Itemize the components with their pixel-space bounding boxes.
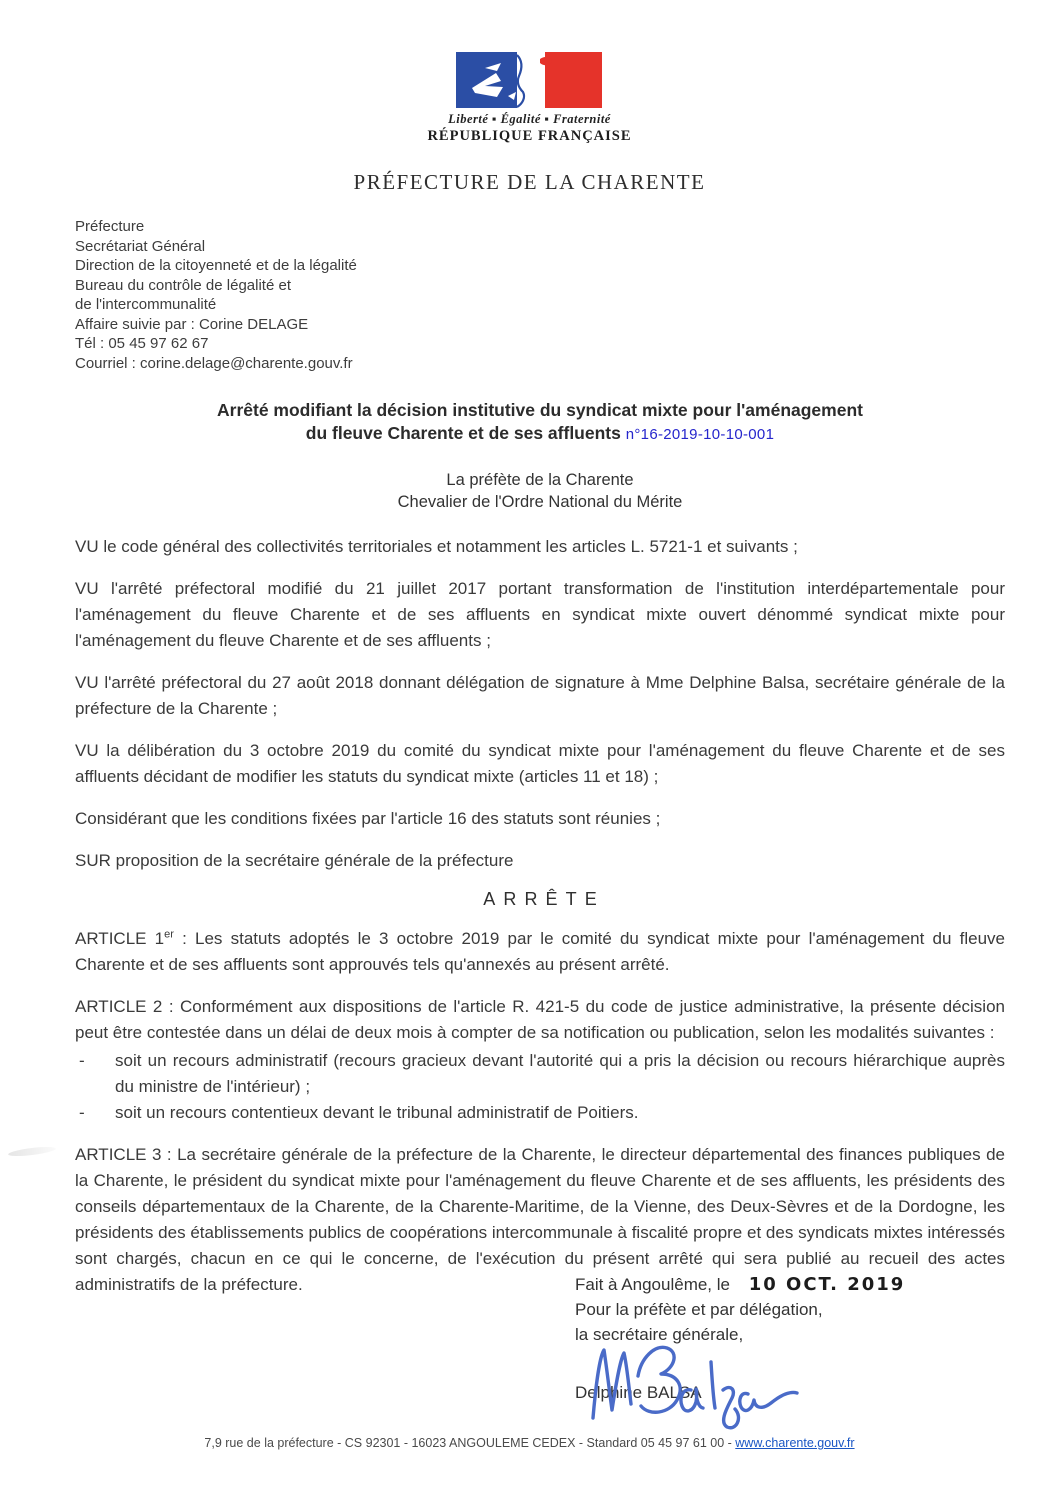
- marianne-flag-icon: [456, 52, 602, 108]
- sender-line: Affaire suivie par : Corine DELAGE: [75, 315, 309, 333]
- vu-paragraph: VU l'arrêté préfectoral du 27 août 2018 donnant délégation de signature à Mme Delphine Balsa, secrétaire générale de la préfecture de la Charente ;: [75, 673, 1005, 718]
- prefecture-title: PRÉFECTURE DE LA CHARENTE: [353, 170, 706, 194]
- article-1-superscript: er: [164, 928, 174, 941]
- vu-paragraph: VU le code général des collectivités territoriales et notamment les articles L. 5721-1 et suivants ;: [75, 537, 798, 556]
- republique-francaise-logo: [427, 52, 631, 145]
- footer-address: 7,9 rue de la préfecture - CS 92301 - 16023 ANGOULEME CEDEX - Standard 05 45 97 61 00 -: [204, 1436, 736, 1450]
- recours-list: [75, 1048, 1005, 1126]
- signatory-name: Delphine BALSA: [575, 1383, 702, 1402]
- arrete-heading: ARRÊTE: [483, 889, 605, 909]
- sender-line: Bureau du contrôle de légalité et: [75, 276, 291, 294]
- dash-bullet: -: [79, 1051, 85, 1070]
- document-title-line1: Arrêté modifiant la décision institutive du syndicat mixte pour l'aménagement: [217, 400, 863, 420]
- signature-block: [575, 1272, 1005, 1405]
- sender-line: Préfecture: [75, 218, 145, 235]
- sender-line: Secrétariat Général: [75, 237, 206, 255]
- vu-paragraph: VU l'arrêté préfectoral modifié du 21 juillet 2017 portant transformation de l'institution interdépartementale pour l'aménagement du fleuve Charente et de ses affluents en syndicat mixte ouvert dénommé syndicat mixte pour l'aménagement du fleuve Charente et de ses affluents ;: [75, 579, 1005, 650]
- document-title-line2: du fleuve Charente et de ses affluents n°16-2019-10-10-001: [305, 423, 775, 443]
- sender-block: [75, 217, 1059, 373]
- footer-website-link[interactable]: www.charente.gouv.fr: [735, 1436, 855, 1450]
- signature-place-date: Fait à Angoulême, le 10 OCT. 2019: [575, 1274, 906, 1295]
- republic-text: RÉPUBLIQUE FRANÇAISE: [427, 128, 632, 144]
- document-number: n°16-2019-10-10-001: [625, 426, 775, 443]
- vu-paragraph: VU la délibération du 3 octobre 2019 du comité du syndicat mixte pour l'aménagement du fleuve Charente et de ses affluents décidant de modifier les statuts du syndicat mixte (articles 11 et 18) ;: [75, 741, 1005, 786]
- list-item: - soit un recours contentieux devant le tribunal administratif de Poitiers.: [75, 1100, 1005, 1126]
- article-2-paragraph: ARTICLE 2 : Conformément aux dispositions de l'article R. 421-5 du code de justice administrative, la présente décision peut être contestée dans un délai de deux mois à compter de sa notification ou publication, selon les modalités suivantes :: [75, 997, 1005, 1042]
- scan-smudge: [8, 1145, 56, 1158]
- authority-subtitle: [75, 469, 1005, 513]
- authority-line2: Chevalier de l'Ordre National du Mérite: [397, 493, 683, 511]
- article-3-paragraph: ARTICLE 3 : La secrétaire générale de la préfecture de la Charente, le directeur départemental des finances publiques de la Charente, le président du syndicat mixte pour l'aménagement du fleuve Charente et de ses affluents, les présidents des conseils départementaux de la Charente, de la Charente-Maritime, de la Vienne, des Deux-Sèvres et de la Dordogne, les présidents des établissements publics de coopérations intercommunale à fiscalité propre et des syndicats mixtes intéressés sont chargés, chacun en ce qui le concerne, de l'exécution du présent arrêté qui sera publié au recueil des actes administratifs de la préfecture.: [75, 1145, 1005, 1294]
- footer: [0, 1436, 1059, 1450]
- signature-function-line: la secrétaire générale,: [575, 1325, 744, 1344]
- authority-line1: La préfète de la Charente: [446, 471, 634, 489]
- sender-line: Direction de la citoyenneté et de la légalité: [75, 257, 357, 274]
- list-item: - soit un recours administratif (recours gracieux devant l'autorité qui a pris la décision ou recours hiérarchique auprès du ministre de l'intérieur) ;: [75, 1048, 1005, 1100]
- sender-phone: Tél : 05 45 97 62 67: [75, 335, 209, 352]
- document-title: [75, 399, 1005, 446]
- dash-bullet: -: [79, 1103, 85, 1122]
- document-header: [0, 0, 1059, 195]
- motto-text: Liberté ▪ Égalité ▪ Fraternité: [448, 112, 611, 126]
- date-stamp: 10 OCT. 2019: [748, 1274, 906, 1295]
- article-1-paragraph: ARTICLE 1er : Les statuts adoptés le 3 octobre 2019 par le comité du syndicat mixte pour l'aménagement du fleuve Charente et de ses affluents sont approuvés tels qu'annexés au présent arrêté.: [75, 928, 1005, 974]
- signature-delegation-line: Pour la préfète et par délégation,: [575, 1300, 823, 1319]
- sur-paragraph: SUR proposition de la secrétaire générale de la préfecture: [75, 851, 514, 870]
- sender-line: de l'intercommunalité: [75, 296, 217, 313]
- considerant-paragraph: Considérant que les conditions fixées par l'article 16 des statuts sont réunies ;: [75, 809, 661, 828]
- document-body: [75, 399, 1005, 1405]
- sender-email: Courriel : corine.delage@charente.gouv.fr: [75, 354, 353, 372]
